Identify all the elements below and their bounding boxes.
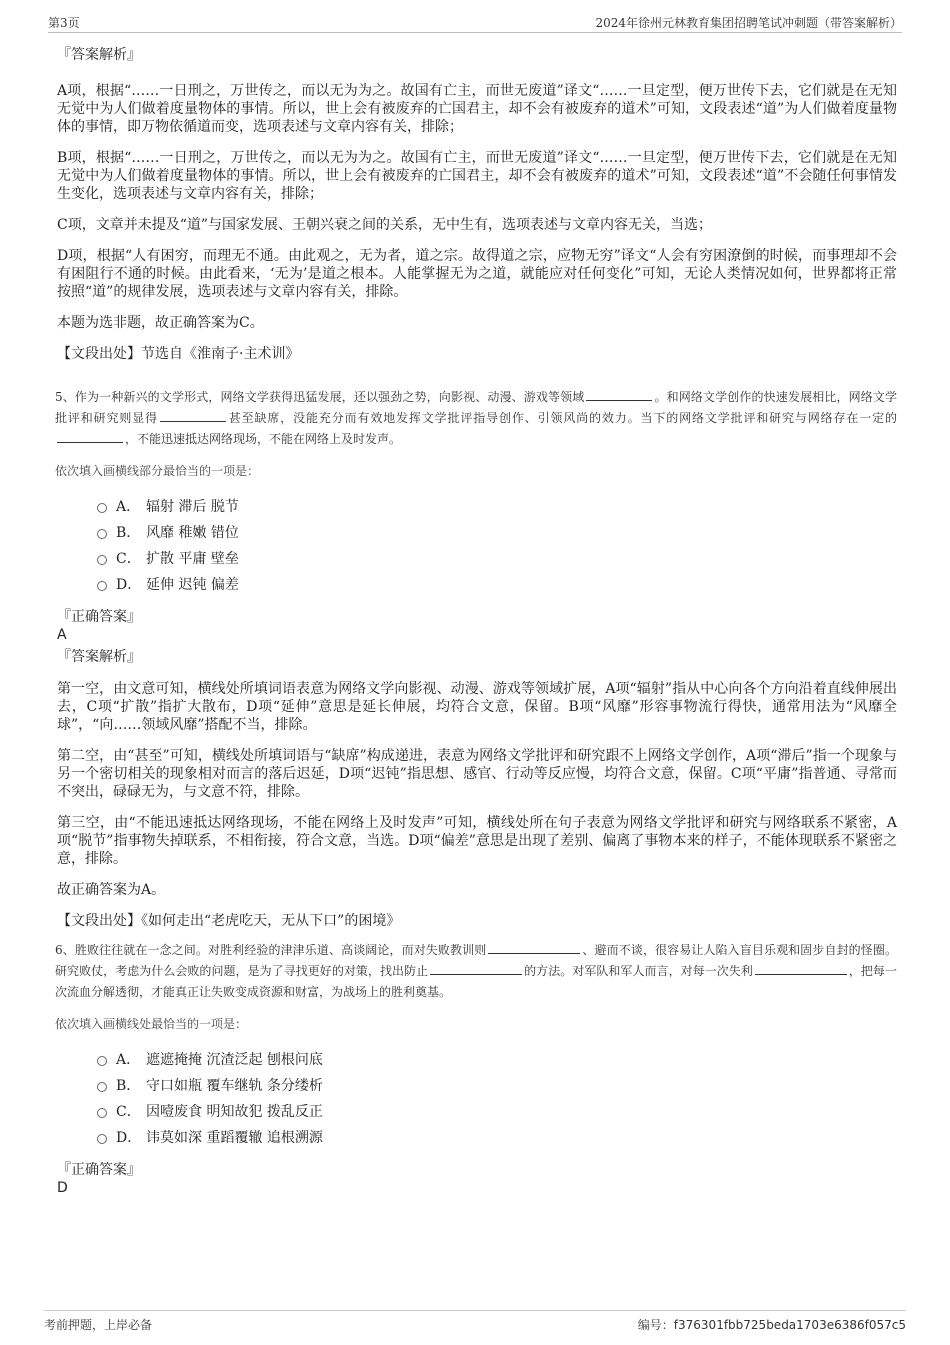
code-label: 编号： [637, 1318, 674, 1332]
q6-text-part: 、避而不谈，很容易让人陷入盲目乐观和固步自封的怪圈。研究败仗，考虑为什么会败的问题，是为了寻找更好的对策，找出防止 [55, 943, 897, 978]
q5-correct-label: 『正确答案』 [57, 609, 141, 625]
option-text: 扩散 平庸 壁垒 [146, 551, 239, 567]
q5-analysis-3: 第三空，由“不能迅速抵达网络现场，不能在网络上及时发声”可知，横线处所在句子表意为网络文学批评和研究与网络联系不紧密，A项“脱节”指事物失掉联系，不相衔接，符合文意，当选。D项“偏差”意思是出现了差别、偏离了事物本来的样子，不能体现联系不紧密之意，排除。 [57, 815, 897, 867]
q5-text-part: 5、作为一种新兴的文学形式，网络文学获得迅猛发展，还以强劲之势，向影视、动漫、游戏等领域 [55, 390, 585, 404]
option-letter: B． [116, 1078, 141, 1094]
q5-options [97, 494, 897, 598]
q5-question-text [55, 387, 897, 450]
q5-analysis-1: 第一空，由文意可知，横线处所填词语表意为网络文学向影视、动漫、游戏等领域扩展，A项“辐射”指从中心向各个方向沿着直线伸展出去，C项“扩散”指扩大散布，D项“延伸”意思是延长伸展，均符合文意，保留。B项“风靡”形容事物流行得快，通常用法为“风靡全球”，“向……领域风靡”搭配不当，排除。 [57, 681, 897, 733]
option-letter: A． [116, 1052, 141, 1068]
radio-icon[interactable] [97, 503, 107, 513]
radio-icon[interactable] [97, 529, 107, 539]
q5-option-d[interactable] [97, 572, 897, 598]
option-text: 风靡 稚嫩 错位 [146, 525, 239, 541]
document-title: 2024年徐州元林教育集团招聘笔试冲刺题（带答案解析） [595, 16, 902, 30]
q4-analysis-a: A项，根据“……一日刑之，万世传之，而以无为为之。故国有亡主，而世无废道”译文“……一旦定型，便万世传下去，它们就是在无知无觉中为人们做着度量物体的事情。所以，世上会有被废弃的亡国君主，却不会有被废弃的道术”可知，文段表述“道”为人们做着度量物体的事情，即万物依循道而变，选项表述与文章内容有关，排除； [57, 83, 897, 135]
q5-correct-answer: A [57, 627, 67, 643]
document-code [638, 1316, 906, 1333]
q6-option-c[interactable] [97, 1099, 897, 1125]
q5-conclusion: 故正确答案为A。 [57, 882, 166, 898]
q4-analysis-label: 『答案解析』 [57, 47, 141, 63]
q4-conclusion: 本题为选非题，故正确答案为C。 [57, 315, 264, 331]
q5-option-b[interactable] [97, 520, 897, 546]
q5-option-a[interactable] [97, 494, 897, 520]
radio-icon[interactable] [97, 1134, 107, 1144]
option-text: 辐射 滞后 脱节 [146, 499, 239, 515]
option-letter: B． [116, 525, 141, 541]
radio-icon[interactable] [97, 555, 107, 565]
q6-text-part: 的方法。对军队和军人而言，对每一次失利 [524, 964, 753, 978]
option-text: 遮遮掩掩 沉渣泛起 刨根问底 [146, 1052, 323, 1068]
q6-option-a[interactable] [97, 1047, 897, 1073]
q5-blank-3 [57, 429, 123, 443]
q6-correct-answer: D [57, 1180, 68, 1196]
footer-slogan: 考前押题，上岸必备 [44, 1318, 153, 1332]
q5-blank-2 [160, 408, 226, 422]
option-letter: C． [116, 551, 141, 567]
q5-text-part: 。和网络文学创作的快速发展相比，网络文学批评和研究则显得 [55, 390, 897, 425]
q4-analysis-c: C项，文章并未提及“道”与国家发展、王朝兴衰之间的关系，无中生有，选项表述与文章内容无关，当选； [57, 217, 713, 233]
q5-analysis-2: 第二空，由“甚至”可知，横线处所填词语与“缺席”构成递进，表意为网络文学批评和研究跟不上网络文学创作，A项“滞后”指一个现象与另一个密切相关的现象相对而言的落后迟延，D项“迟钝”指思想、感官、行动等反应慢，均符合文意，保留。C项“平庸”指普通、寻常而不突出，碌碌无为，与文意不符，排除。 [57, 748, 897, 800]
q6-option-b[interactable] [97, 1073, 897, 1099]
page-content [57, 46, 897, 1201]
q5-option-c[interactable] [97, 546, 897, 572]
q4-source: 【文段出处】节选自《淮南子·主术训》 [57, 346, 300, 362]
radio-icon[interactable] [97, 1056, 107, 1066]
q4-analysis-d: D项，根据“人有困穷，而理无不通。由此观之，无为者，道之宗。故得道之宗，应物无穷”译文“人会有穷困潦倒的时候，而事理却不会有困阻行不通的时候。由此看来，‘无为’是道之根本。人能掌握无为之道，就能应对任何变化”可知，无论人类情况如何，世界都将正常按照“道”的规律发展，选项表述与文章内容有关，排除。 [57, 248, 897, 300]
option-text: 讳莫如深 重蹈覆辙 追根溯源 [146, 1130, 323, 1146]
q6-question-text [55, 940, 897, 1003]
code-value: f376301fbb725beda1703e6386f057c5 [673, 1318, 906, 1332]
option-letter: D． [116, 577, 142, 593]
radio-icon[interactable] [97, 1108, 107, 1118]
option-letter: C． [116, 1104, 141, 1120]
q5-analysis-label: 『答案解析』 [57, 649, 141, 665]
q6-prompt: 依次填入画横线处最恰当的一项是： [55, 1017, 248, 1031]
q6-option-d[interactable] [97, 1125, 897, 1151]
option-text: 延伸 迟钝 偏差 [146, 577, 239, 593]
page-footer [44, 1310, 906, 1333]
option-letter: D． [116, 1130, 142, 1146]
q5-prompt: 依次填入画横线部分最恰当的一项是： [55, 464, 260, 478]
q5-text-part: 甚至缺席，没能充分而有效地发挥文学批评指导创作、引领风尚的效力。当下的网络文学批评和研究与网络存在一定的 [227, 411, 897, 425]
q5-text-part: ，不能迅速抵达网络现场，不能在网络上及时发声。 [125, 432, 402, 446]
radio-icon[interactable] [97, 581, 107, 591]
option-text: 因噎废食 明知故犯 拨乱反正 [146, 1104, 323, 1120]
q6-options [97, 1047, 897, 1151]
page-header [48, 12, 902, 33]
q5-blank-1 [586, 387, 652, 401]
q4-analysis-b: B项，根据“……一日刑之，万世传之，而以无为为之。故国有亡主，而世无废道”译文“……一旦定型，便万世传下去，它们就是在无知无觉中为人们做着度量物体的事情。所以，世上会有被废弃的亡国君主，却不会有被废弃的道术”可知，文段表述“道”不会随任何事情发生变化，选项表述与文章内容有关，排除； [57, 150, 897, 202]
q6-blank-3 [755, 961, 847, 975]
q6-blank-2 [430, 961, 522, 975]
option-letter: A． [116, 499, 141, 515]
q6-text-part: 6、胜败往往就在一念之间。对胜利经验的津津乐道、高谈阔论，而对失败教训则 [55, 943, 487, 957]
q6-correct-label: 『正确答案』 [57, 1162, 141, 1178]
q5-source: 【文段出处】《如何走出“老虎吃天，无从下口”的困境》 [57, 913, 401, 929]
q6-blank-1 [488, 940, 580, 954]
q6-text-part: ，把每一次流血分解透彻，才能真正让失败变成资源和财富，为战场上的胜利奠基。 [55, 964, 897, 999]
page-number: 第3页 [48, 16, 80, 30]
radio-icon[interactable] [97, 1082, 107, 1092]
option-text: 守口如瓶 覆车继轨 条分缕析 [146, 1078, 323, 1094]
